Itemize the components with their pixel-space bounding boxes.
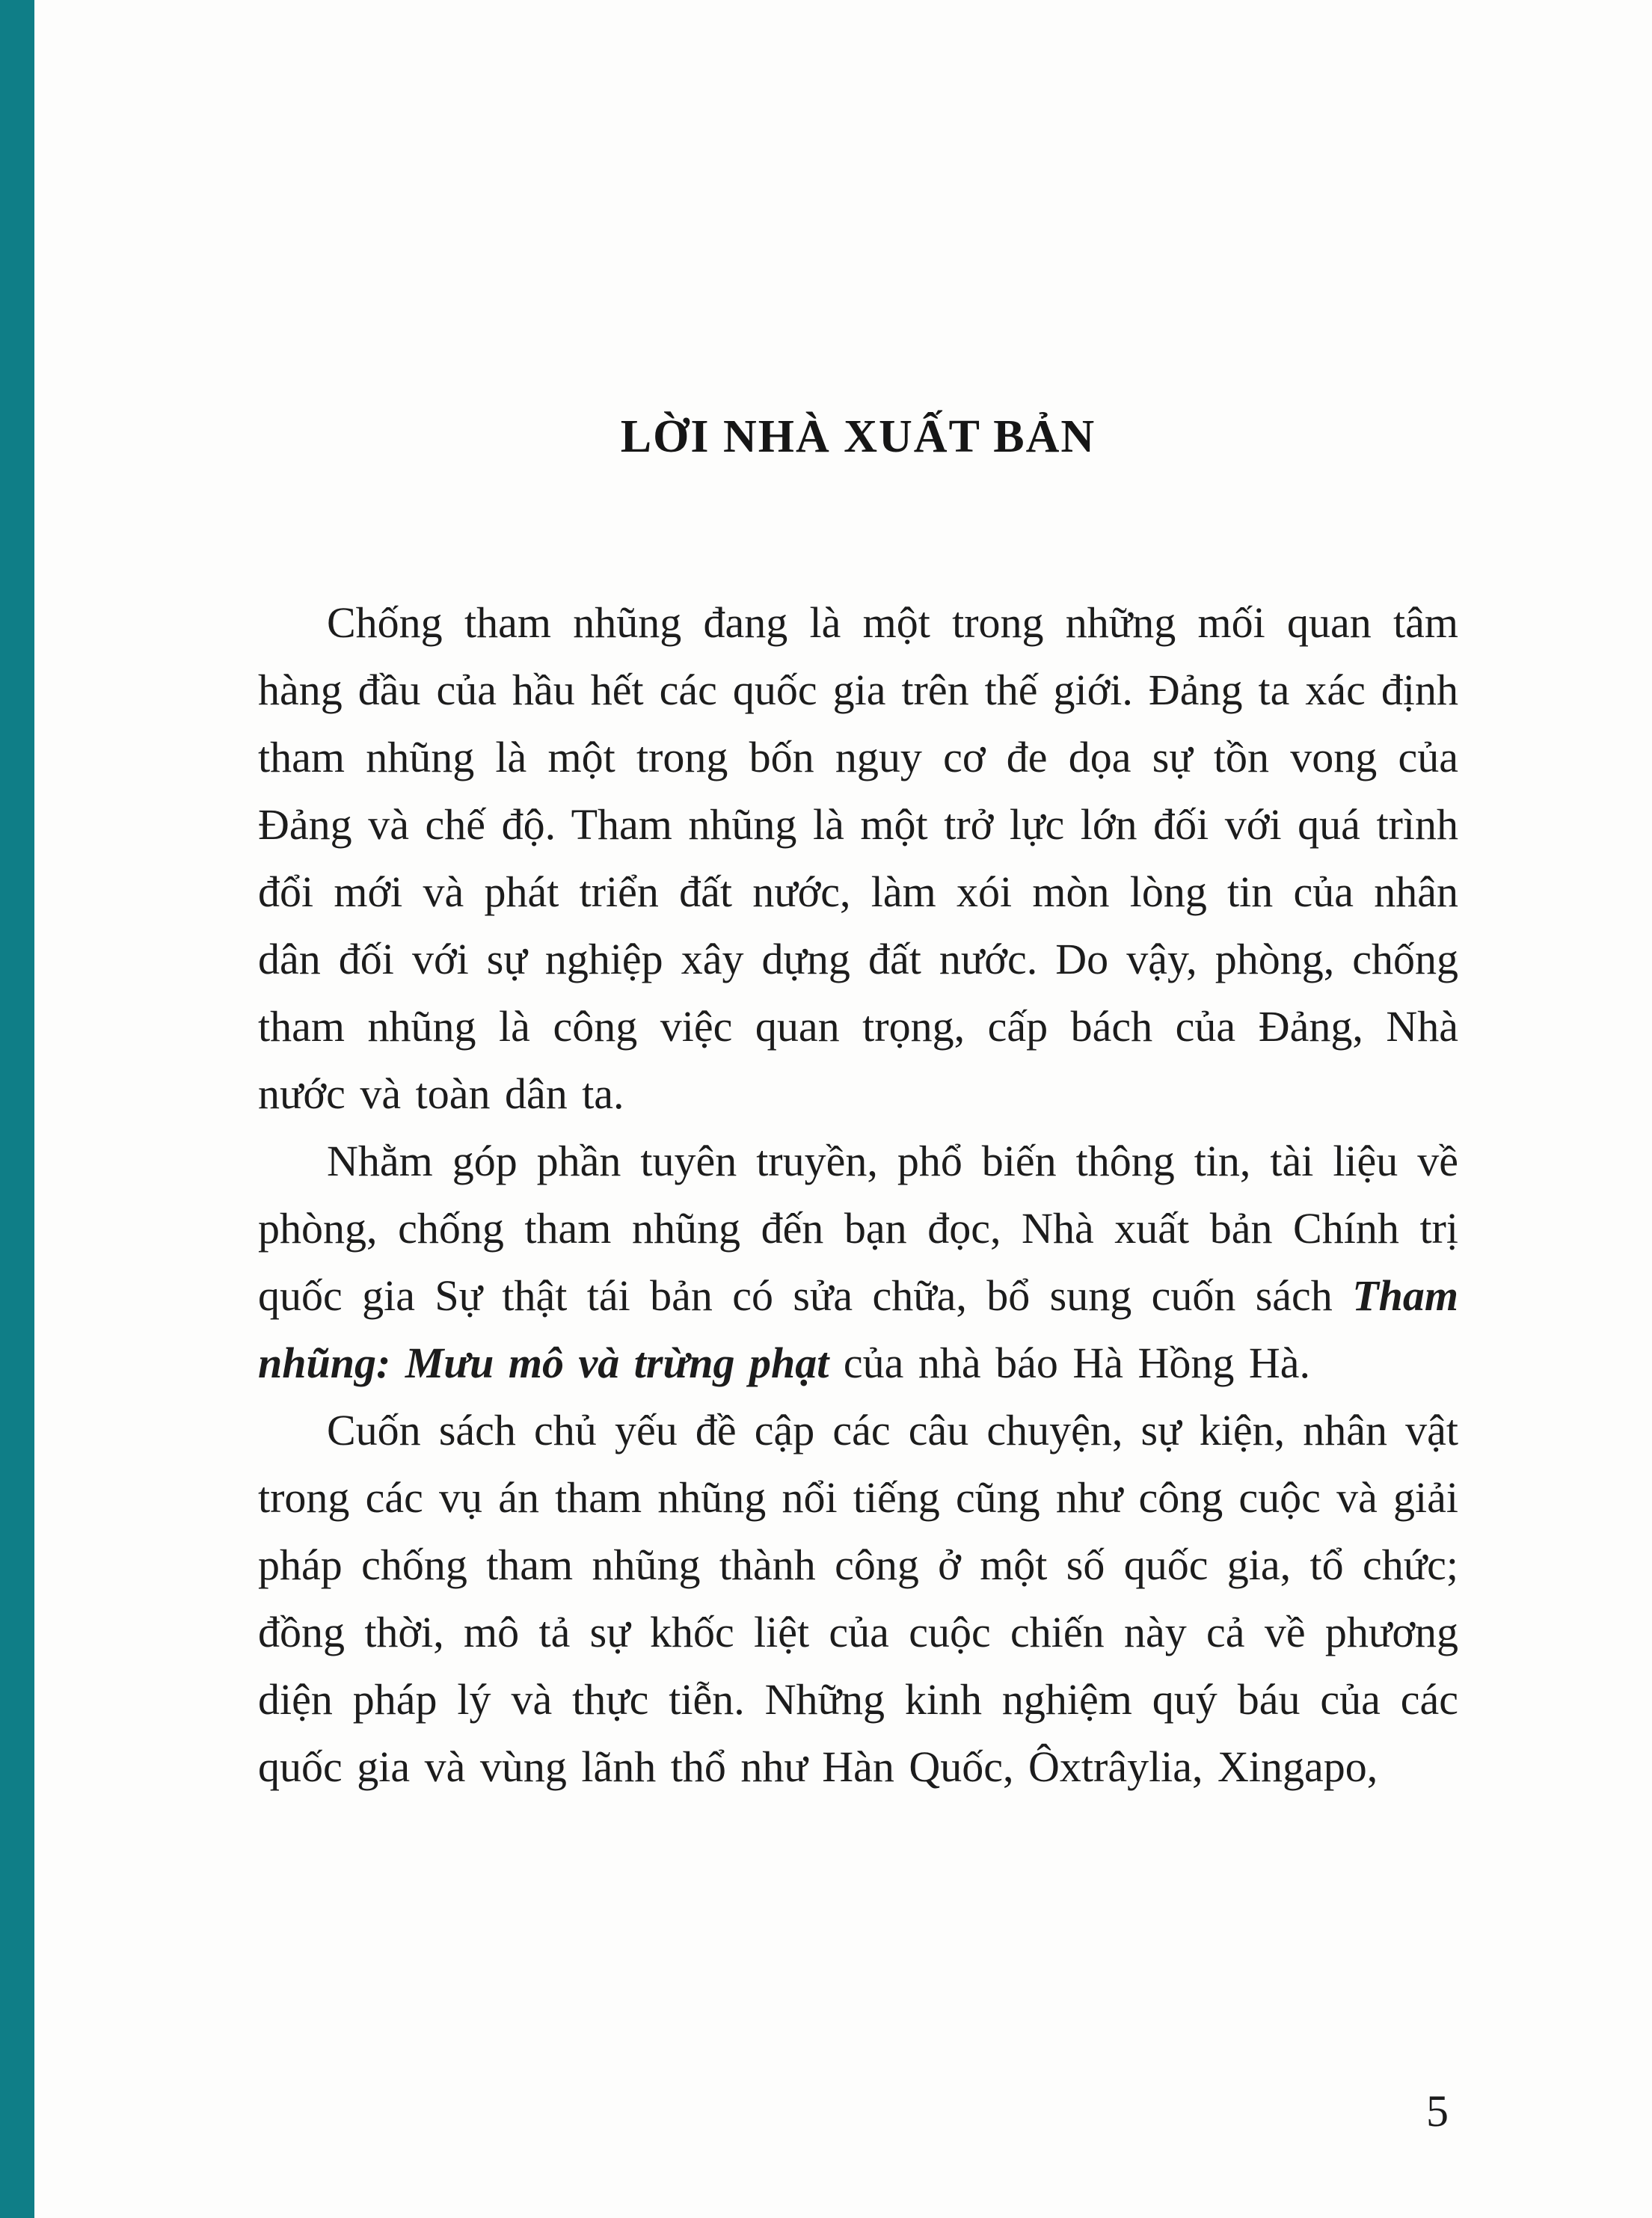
paragraph-2-lead: Nhằm góp phần tuyên truyền, phổ biến thông tin, tài liệu về phòng, chống tham nhũng đến bạn đọc, Nhà xuất bản Chính trị quốc gia Sự thật tái bản có sửa chữa, bổ sung cuốn sách (258, 1137, 1458, 1320)
paragraph-1: Chống tham nhũng đang là một trong những mối quan tâm hàng đầu của hầu hết các quốc gia trên thế giới. Đảng ta xác định tham nhũng là một trong bốn nguy cơ đe dọa sự tồn vong của Đảng và chế độ. Tham nhũng là một trở lực lớn đối với quá trình đổi mới và phát triển đất nước, làm xói mòn lòng tin của nhân dân đối với sự nghiệp xây dựng đất nước. Do vậy, phòng, chống tham nhũng là công việc quan trọng, cấp bách của Đảng, Nhà nước và toàn dân ta. (258, 598, 1458, 1118)
page-number: 5 (1426, 2086, 1449, 2136)
page-title: LỜI NHÀ XUẤT BẢN (620, 411, 1096, 462)
left-edge-stripe (0, 0, 34, 2218)
book-title: Tham nhũng: Mưu mô và trừng phạt (258, 1271, 1458, 1387)
paragraph-2 (258, 1128, 1458, 1397)
paragraph-3: Cuốn sách chủ yếu đề cập các câu chuyện, sự kiện, nhân vật trong các vụ án tham nhũng nổi tiếng cũng như công cuộc và giải pháp chống tham nhũng thành công ở một số quốc gia, tổ chức; đồng thời, mô tả sự khốc liệt của cuộc chiến này cả về phương diện pháp lý và thực tiễn. Những kinh nghiệm quý báu của các quốc gia và vùng lãnh thổ như Hàn Quốc, Ôxtrâylia, Xingapo, (258, 1406, 1458, 1791)
page-content (258, 0, 1458, 1801)
paragraph-2-trail: của nhà báo Hà Hồng Hà. (829, 1339, 1310, 1387)
